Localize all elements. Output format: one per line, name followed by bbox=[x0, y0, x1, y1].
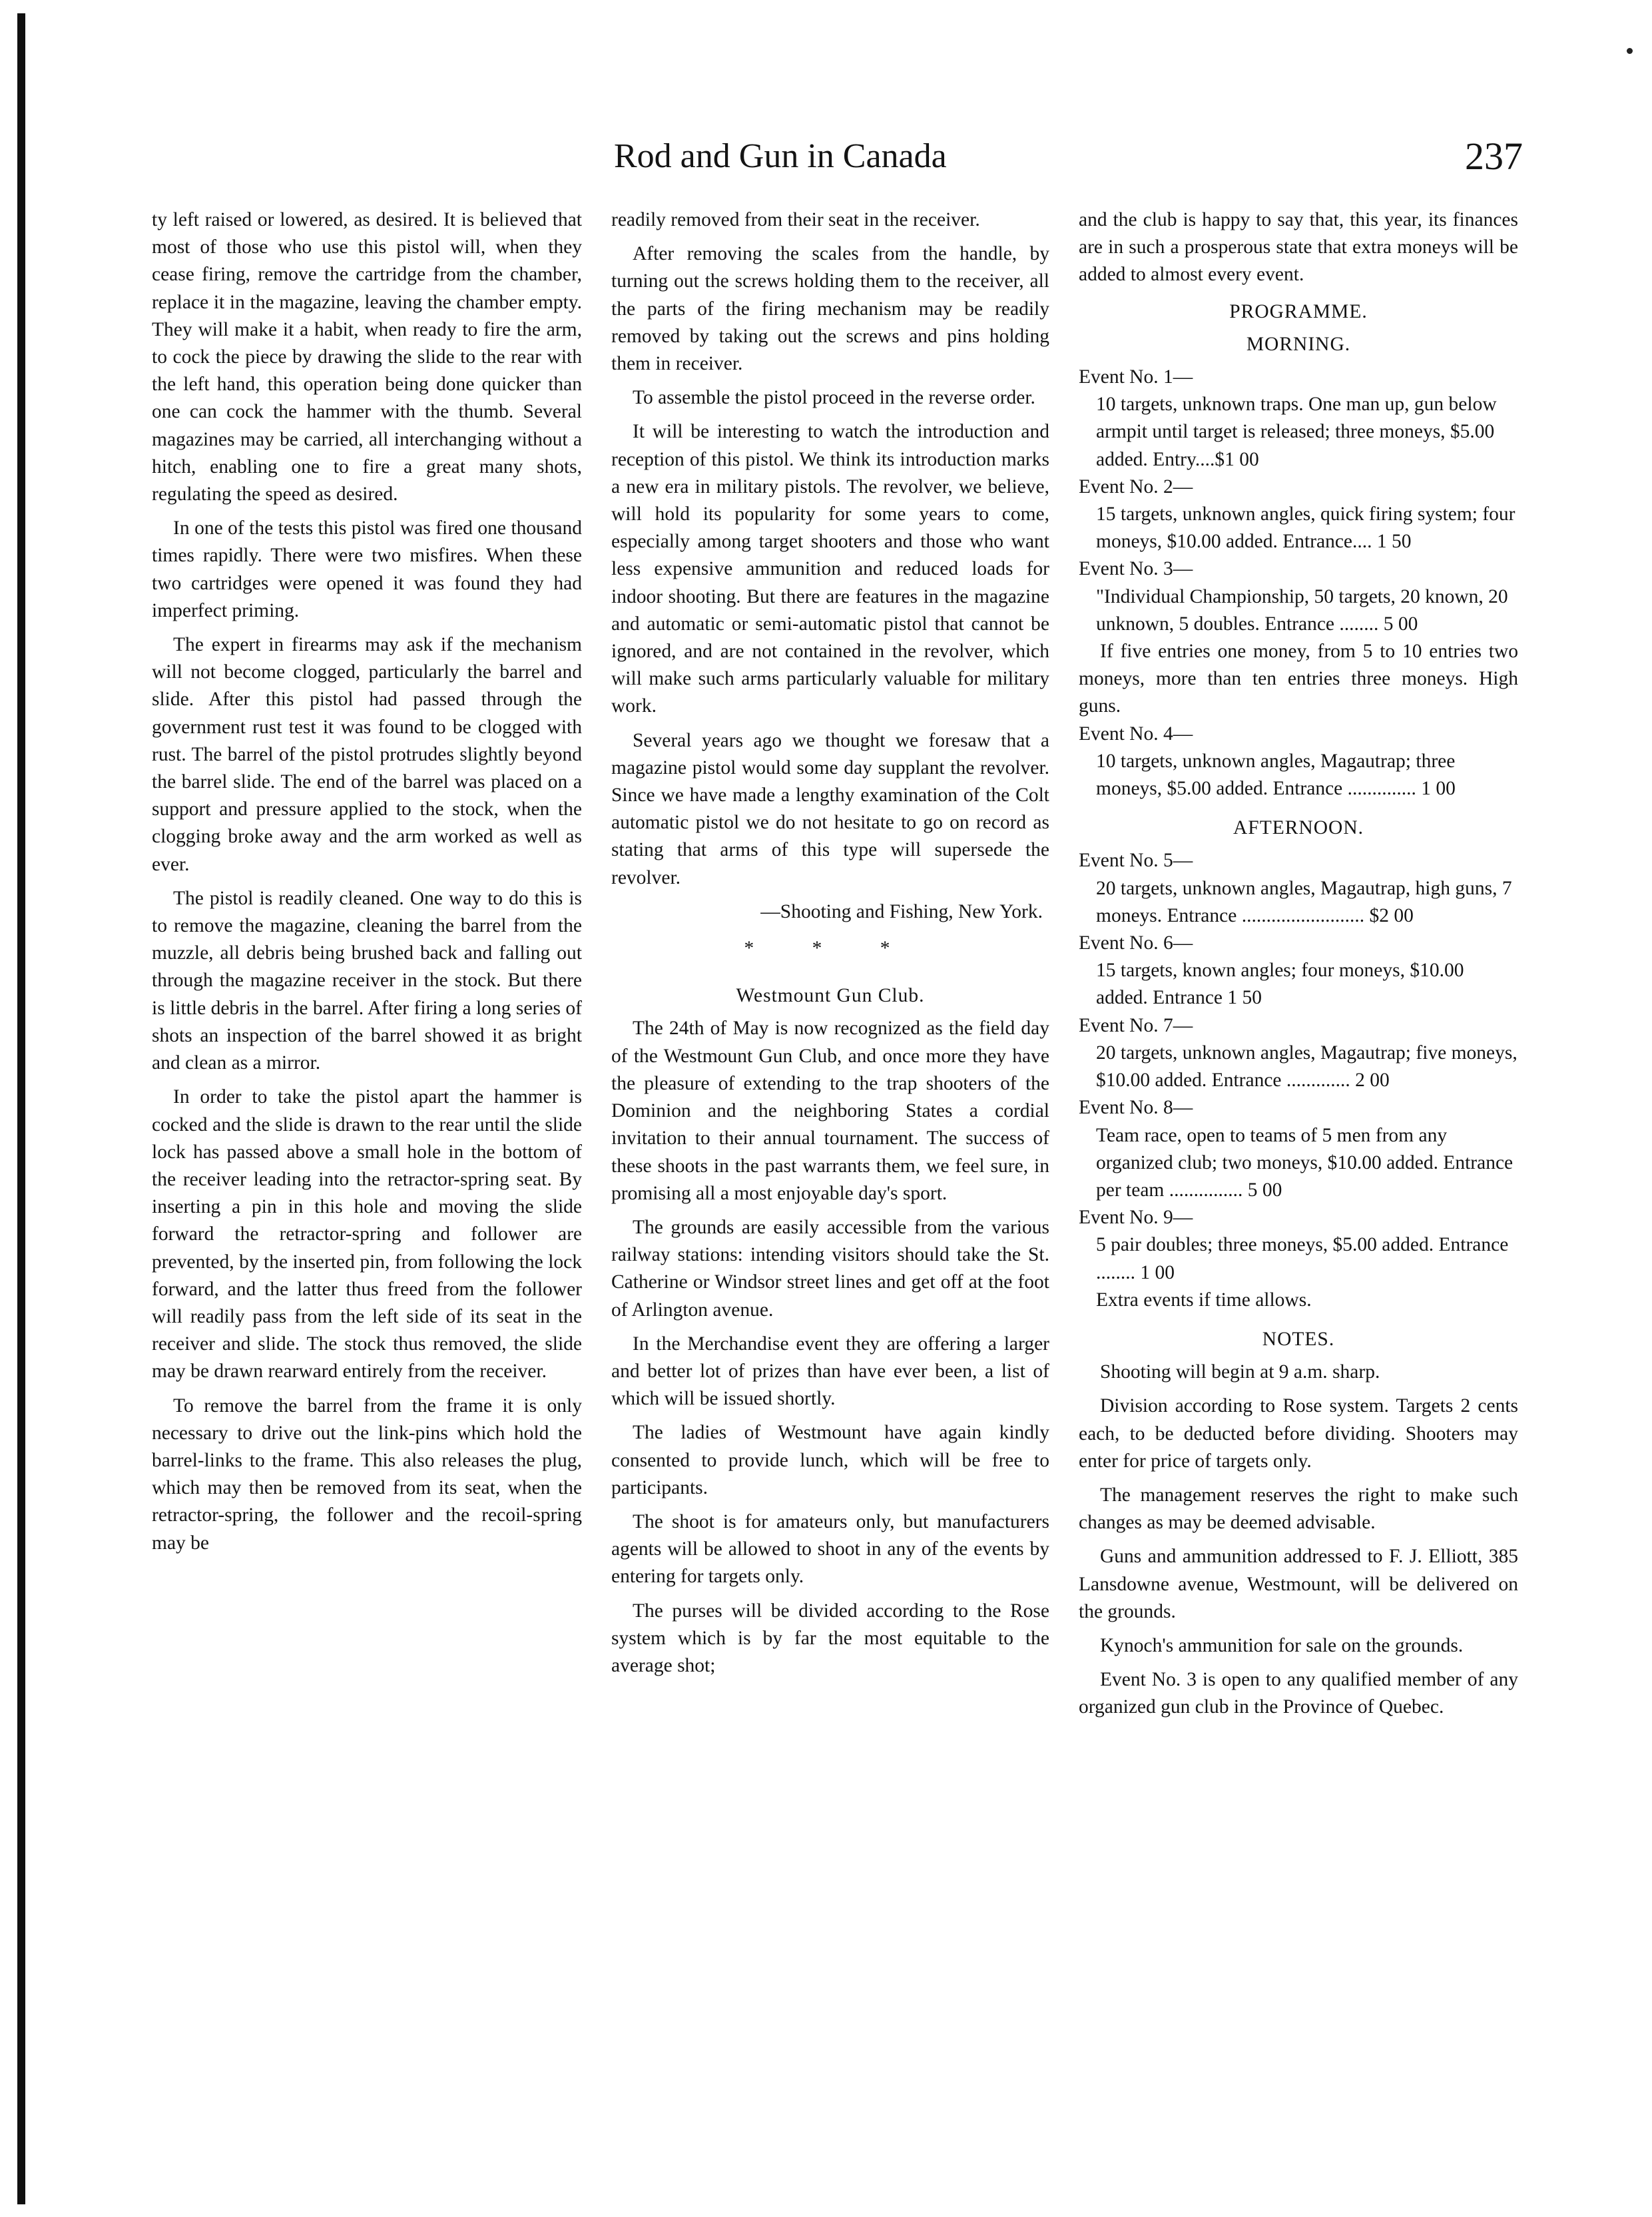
event-fee: 1 00 bbox=[1421, 778, 1456, 800]
event-note: If five entries one money, from 5 to 10 entries two moneys, more than ten entries three moneys. High guns. bbox=[1079, 641, 1518, 717]
leader-dots: .............. bbox=[1342, 778, 1422, 800]
event-title: Event No. 2— bbox=[1079, 475, 1193, 497]
note: Guns and ammunition addressed to F. J. Elliott, 385 Lansdowne avenue, Westmount, will be delivered on the grounds. bbox=[1079, 1546, 1518, 1622]
paragraph: The 24th of May is now recognized as the field day of the Westmount Gun Club, and once more they have the pleasure of extending to the trap shooters of the Dominion and the neighboring States a cordial invitation to their annual tournament. The success of these shoots in the past warrants them, we feel sure, in promising all a most enjoyable day's sport. bbox=[611, 1018, 1049, 1204]
event-text: 10 targets, unknown traps. One man up, gun below armpit until target is released; three moneys, $5.00 added. Entry bbox=[1096, 394, 1497, 470]
paragraph: To remove the barrel from the frame it is only necessary to drive out the link-pins which hold the barrel-links to the frame. This also releases the plug, which may then be removed from its seat, when the retractor-spring, the follower and the recoil-spring may be bbox=[152, 1395, 582, 1554]
paragraph: readily removed from their seat in the receiver. bbox=[611, 209, 980, 230]
leader-dots: ........ bbox=[1334, 613, 1384, 635]
event-details bbox=[1096, 501, 1518, 555]
afternoon-heading: AFTERNOON. bbox=[1233, 817, 1364, 839]
leader-dots: ........ bbox=[1096, 1261, 1141, 1283]
paragraph: and the club is happy to say that, this year, its finances are in such a prosperous state that extra moneys will be added to almost every event. bbox=[1079, 209, 1518, 286]
event-details bbox=[1096, 748, 1518, 802]
paragraph: It will be interesting to watch the introduction and reception of this pistol. We think its introduction marks a new era in military pistols. The revolver, we believe, will hold its popularity for some years to come, especially among target shooters and those who want less expensive ammunition and reduced loads for indoor shooting. But there are features in the magazine and automatic or semi-automatic pistol that cannot be ignored, and are not contained in the revolver, which will make such arms particularly valuable for military work. bbox=[611, 421, 1049, 717]
event-title: Event No. 3— bbox=[1079, 558, 1193, 580]
note: The management reserves the right to make such changes as may be deemed advisable. bbox=[1079, 1484, 1518, 1534]
event-fee: 1 50 bbox=[1376, 531, 1412, 553]
notes-heading: NOTES. bbox=[1262, 1328, 1335, 1350]
event-text: 20 targets, unknown angles, Magautrap, high guns, 7 moneys. Entrance bbox=[1096, 877, 1512, 926]
leader-dots: ......................... bbox=[1237, 904, 1370, 926]
source-credit: —Shooting and Fishing, New York. bbox=[760, 900, 1043, 922]
event-title: Event No. 9— bbox=[1079, 1207, 1193, 1229]
note: Event No. 3 is open to any qualified member of any organized gun club in the Province of Quebec. bbox=[1079, 1669, 1518, 1718]
event-fee: $2 00 bbox=[1369, 904, 1414, 926]
running-title: Rod and Gun in Canada bbox=[614, 137, 947, 175]
paragraph: Several years ago we thought we foresaw that a magazine pistol would some day supplant the revolver. Since we have made a lengthy examination of the Colt automatic pistol we do not hesitate to go on record as stating that arms of this type will supersede the revolver. bbox=[611, 729, 1049, 888]
corner-speck bbox=[1627, 48, 1633, 54]
event-details bbox=[1096, 1231, 1518, 1286]
programme-heading: PROGRAMME. bbox=[1229, 300, 1368, 322]
event-title: Event No. 5— bbox=[1079, 850, 1193, 872]
event-details bbox=[1096, 957, 1518, 1012]
paragraph: ty left raised or lowered, as desired. It is believed that most of those who use this pistol will, when they cease firing, remove the cartridge from the chamber, replace it in the magazine, leaving the chamber empty. They will make it a habit, when ready to fire the arm, to cock the piece by drawing the slide to the rear with the left hand, this operation being done quicker than one can cock the hammer with the thumb. Several magazines may be carried, all interchanging without a hitch, enabling one to fire a great many shots, regulating the speed as desired. bbox=[152, 209, 582, 505]
event-fee: 1 00 bbox=[1140, 1261, 1175, 1283]
event-text: 5 pair doubles; three moneys, $5.00 added. Entrance bbox=[1096, 1234, 1509, 1256]
column-1 bbox=[152, 206, 582, 1564]
article-heading: Westmount Gun Club. bbox=[736, 985, 925, 1007]
leader-dots: ............. bbox=[1281, 1070, 1356, 1092]
extra-events-note: Extra events if time allows. bbox=[1096, 1289, 1312, 1311]
event-fee: 1 50 bbox=[1227, 987, 1262, 1009]
note: Shooting will begin at 9 a.m. sharp. bbox=[1100, 1361, 1380, 1383]
event-title: Event No. 7— bbox=[1079, 1014, 1193, 1036]
paragraph: In the Merchandise event they are offering a larger and better lot of prizes than have ever been, a list of which will be issued shortly. bbox=[611, 1333, 1049, 1410]
event-details bbox=[1096, 875, 1518, 930]
event-text: 15 targets, unknown angles, quick firing system; four moneys, $10.00 added. Entrance bbox=[1096, 503, 1515, 553]
section-separator: * * * bbox=[744, 938, 917, 960]
leader-dots: ............... bbox=[1164, 1179, 1248, 1201]
event-title: Event No. 4— bbox=[1079, 723, 1193, 745]
column-3 bbox=[1079, 206, 1518, 1728]
event-text: Team race, open to teams of 5 men from any organized club; two moneys, $10.00 added. Entrance per team bbox=[1096, 1124, 1514, 1201]
event-text: 20 targets, unknown angles, Magautrap; five moneys, $10.00 added. Entrance bbox=[1096, 1042, 1517, 1092]
paragraph: The shoot is for amateurs only, but manufacturers agents will be allowed to shoot in any of the events by entering for targets only. bbox=[611, 1510, 1049, 1588]
paragraph: The purses will be divided according to the Rose system which is by far the most equitable to the average shot; bbox=[611, 1600, 1049, 1676]
paragraph: The grounds are easily accessible from the various railway stations: intending visitors should take the St. Catherine or Windsor street lines and get off at the foot of Arlington avenue. bbox=[611, 1216, 1049, 1321]
paragraph: In order to take the pistol apart the hammer is cocked and the slide is drawn to the rear until the slide lock has passed above a small hole in the bottom of the receiver leading into the retractor-spring seat. By inserting a pin in this hole and moving the slide forward the retractor-spring and follower are prevented, by the inserted pin, from following the lock forward, and the latter thus freed from the follower will readily pass from the left side of its seat in the receiver and slide. The stock thus removed, the slide may be drawn rearward entirely from the receiver. bbox=[152, 1086, 582, 1383]
note: Division according to Rose system. Targets 2 cents each, to be deducted before dividing. Shooters may enter for price of targets only. bbox=[1079, 1395, 1518, 1472]
event-text: 15 targets, known angles; four moneys, $10.00 added. Entrance bbox=[1096, 960, 1464, 1009]
event-fee: 5 00 bbox=[1383, 613, 1418, 635]
event-details bbox=[1096, 583, 1518, 638]
paragraph: The ladies of Westmount have again kindly consented to provide lunch, which will be free to participants. bbox=[611, 1422, 1049, 1498]
event-details bbox=[1096, 391, 1518, 474]
event-fee: 2 00 bbox=[1355, 1070, 1390, 1092]
leader-dots: .... bbox=[1352, 531, 1377, 553]
event-fee: 5 00 bbox=[1247, 1179, 1282, 1201]
event-title: Event No. 6— bbox=[1079, 932, 1193, 954]
paragraph: To assemble the pistol proceed in the reverse order. bbox=[633, 387, 1035, 409]
morning-heading: MORNING. bbox=[1246, 333, 1351, 355]
event-fee: $1 00 bbox=[1215, 448, 1259, 470]
event-text: 10 targets, unknown angles, Magautrap; three moneys, $5.00 added. Entrance bbox=[1096, 750, 1456, 800]
page-number: 237 bbox=[1465, 135, 1523, 178]
paragraph: In one of the tests this pistol was fired one thousand times rapidly. There were two misfires. When these two cartridges were opened it was found they had imperfect priming. bbox=[152, 517, 582, 621]
event-details bbox=[1096, 1122, 1518, 1205]
left-margin-rule bbox=[17, 13, 25, 2204]
column-2 bbox=[611, 206, 1049, 1686]
event-details bbox=[1096, 1040, 1518, 1094]
paragraph: After removing the scales from the handle, by turning out the screws holding them to the receiver, all the parts of the firing mechanism may be readily removed by taking out the screws and pins holding them in receiver. bbox=[611, 243, 1049, 375]
event-text: "Individual Championship, 50 targets, 20 known, 20 unknown, 5 doubles. Entrance bbox=[1096, 585, 1508, 635]
note: Kynoch's ammunition for sale on the grounds. bbox=[1100, 1634, 1464, 1656]
leader-dots: .... bbox=[1195, 448, 1215, 470]
event-title: Event No. 1— bbox=[1079, 366, 1193, 388]
event-title: Event No. 8— bbox=[1079, 1097, 1193, 1119]
paragraph: The pistol is readily cleaned. One way to do this is to remove the magazine, cleaning the barrel from the muzzle, all debris being brushed back and falling out through the magazine receiver in the stock. But there is little debris in the barrel. After firing a long series of shots an inspection of the barrel showed it as bright and clean as a mirror. bbox=[152, 887, 582, 1074]
paragraph: The expert in firearms may ask if the mechanism will not become clogged, particularly the barrel and slide. After this pistol had passed through the government rust test it was found to be clogged with rust. The barrel of the pistol protrudes slightly beyond the barrel slide. The end of the barrel was placed on a support and pressure applied to the stock, when the clogging broke away and the arm worked as well as ever. bbox=[152, 634, 582, 875]
